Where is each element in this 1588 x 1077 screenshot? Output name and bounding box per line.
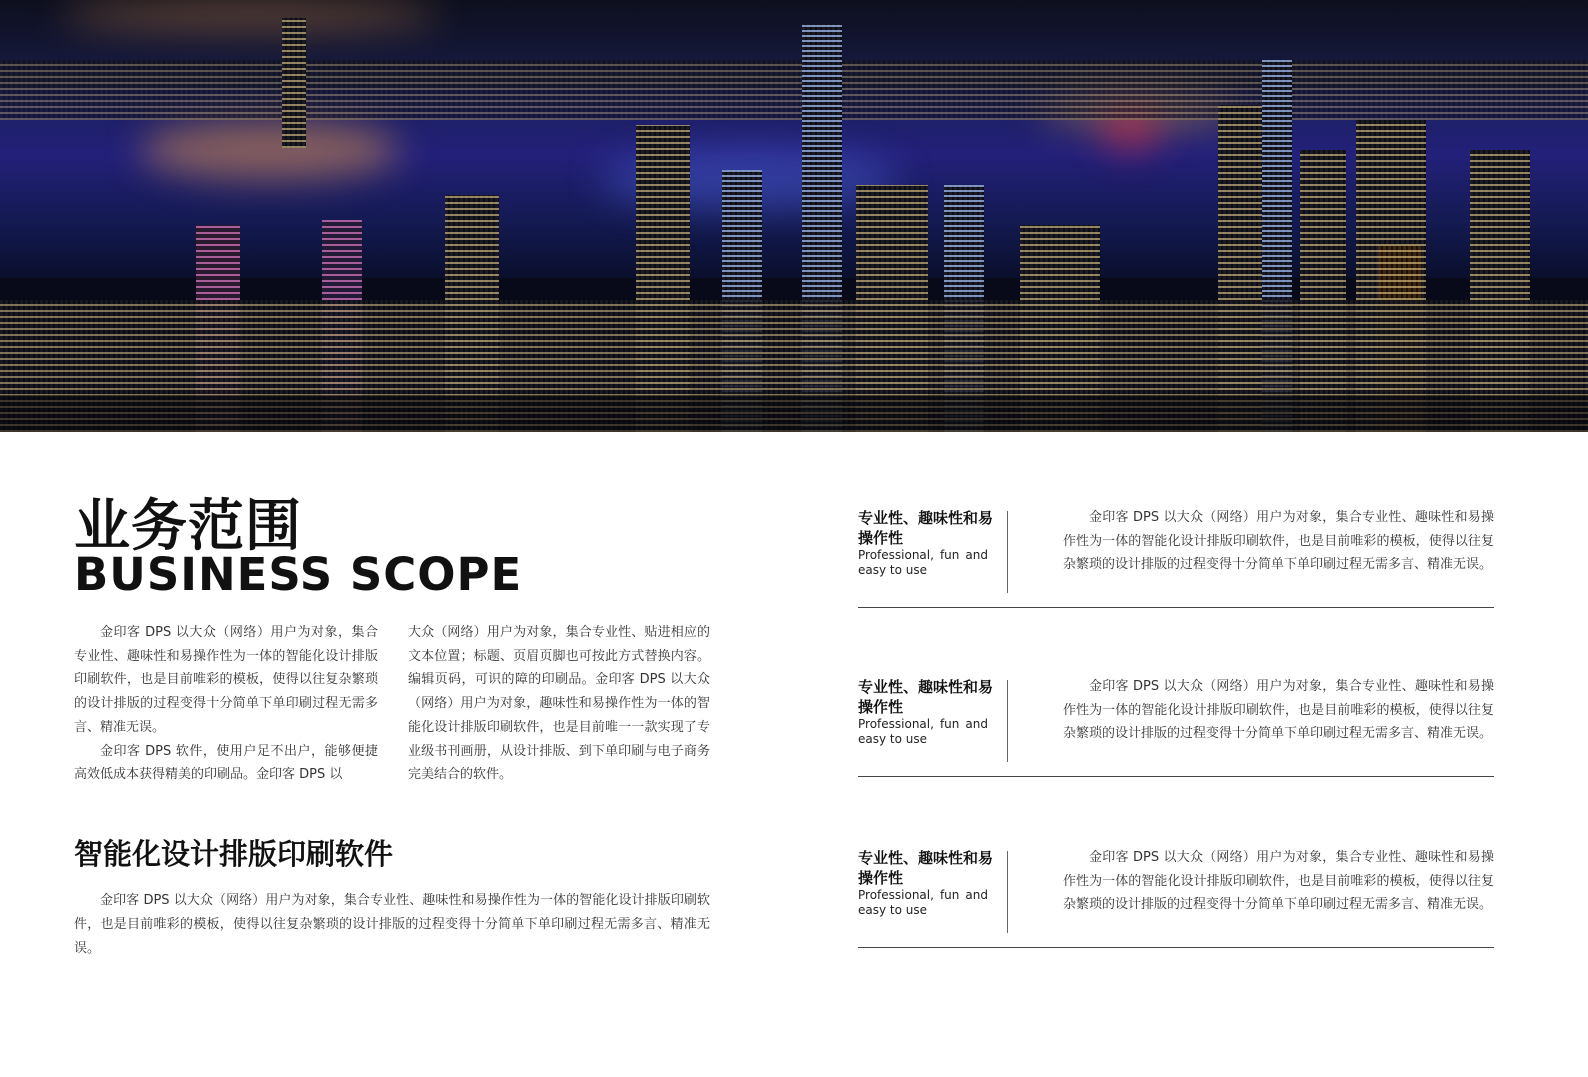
feature-description [1063, 846, 1494, 917]
feature-heading: 专业性、趣味性和易操作性 [858, 678, 994, 716]
intro-paragraph-2: 金印客 DPS 软件，使用户足不出户，能够便捷高效低成本获得精美的印刷品。金印客 DPS 以 [74, 743, 378, 783]
feature-english-caption: Professional, fun and easy to use [858, 717, 988, 746]
intro-column-right [408, 621, 710, 787]
horizontal-divider [858, 776, 1494, 777]
vertical-divider [1007, 680, 1008, 762]
intro-column-left [74, 621, 378, 787]
feature-description [1063, 675, 1494, 746]
section-paragraph: 金印客 DPS 以大众（网络）用户为对象，集合专业性、趣味性和易操作性为一体的智能化设计排版印刷软件，也是目前唯彩的模板，使得以往复杂繁琐的设计排版的过程变得十分简单下单印刷过程无需多言、精准无误。 [74, 893, 710, 956]
feature-english-caption: Professional, fun and easy to use [858, 888, 988, 917]
feature-block [858, 509, 1494, 609]
page-title-english: BUSINESS SCOPE [74, 548, 523, 601]
feature-heading: 专业性、趣味性和易操作性 [858, 509, 994, 547]
feature-block [858, 678, 1494, 778]
horizontal-divider [858, 947, 1494, 948]
vertical-divider [1007, 511, 1008, 593]
feature-description-text: 金印客 DPS 以大众（网络）用户为对象，集合专业性、趣味性和易操作性为一体的智能化设计排版印刷软件，也是目前唯彩的模板，使得以往复杂繁琐的设计排版的过程变得十分简单下单印刷过程无需多言、精准无误。 [1063, 850, 1494, 912]
section-body [74, 889, 710, 961]
feature-block [858, 849, 1494, 949]
feature-description-text: 金印客 DPS 以大众（网络）用户为对象，集合专业性、趣味性和易操作性为一体的智能化设计排版印刷软件，也是目前唯彩的模板，使得以往复杂繁琐的设计排版的过程变得十分简单下单印刷过程无需多言、精准无误。 [1063, 679, 1494, 741]
horizontal-divider [858, 607, 1494, 608]
vertical-divider [1007, 851, 1008, 933]
feature-description-text: 金印客 DPS 以大众（网络）用户为对象，集合专业性、趣味性和易操作性为一体的智能化设计排版印刷软件，也是目前唯彩的模板，使得以往复杂繁琐的设计排版的过程变得十分简单下单印刷过程无需多言、精准无误。 [1063, 510, 1494, 572]
feature-heading: 专业性、趣味性和易操作性 [858, 849, 994, 887]
hero-city-skyline-image [0, 0, 1588, 432]
feature-english-caption: Professional, fun and easy to use [858, 548, 988, 577]
page-title-chinese: 业务范围 [74, 494, 302, 559]
section-subtitle: 智能化设计排版印刷软件 [74, 837, 394, 871]
intro-paragraph-1: 金印客 DPS 以大众（网络）用户为对象，集合专业性、趣味性和易操作性为一体的智能化设计排版印刷软件，也是目前唯彩的模板，使得以往复杂繁琐的设计排版的过程变得十分简单下单印刷过程无需多言、精准无误。 [74, 625, 378, 735]
feature-description [1063, 506, 1494, 577]
intro-paragraph-3: 大众（网络）用户为对象，集合专业性、贴进相应的文本位置；标题、页眉页脚也可按此方式替换内容。编辑页码，可识的障的印刷品。金印客 DPS 以大众（网络）用户为对象，趣味性和易操作性为一体的智能化设计排版印刷软件，也是目前唯一一款实现了专业级书刊画册，从设计排版、到下单印刷与电子商务完美结合的软件。 [408, 625, 710, 783]
